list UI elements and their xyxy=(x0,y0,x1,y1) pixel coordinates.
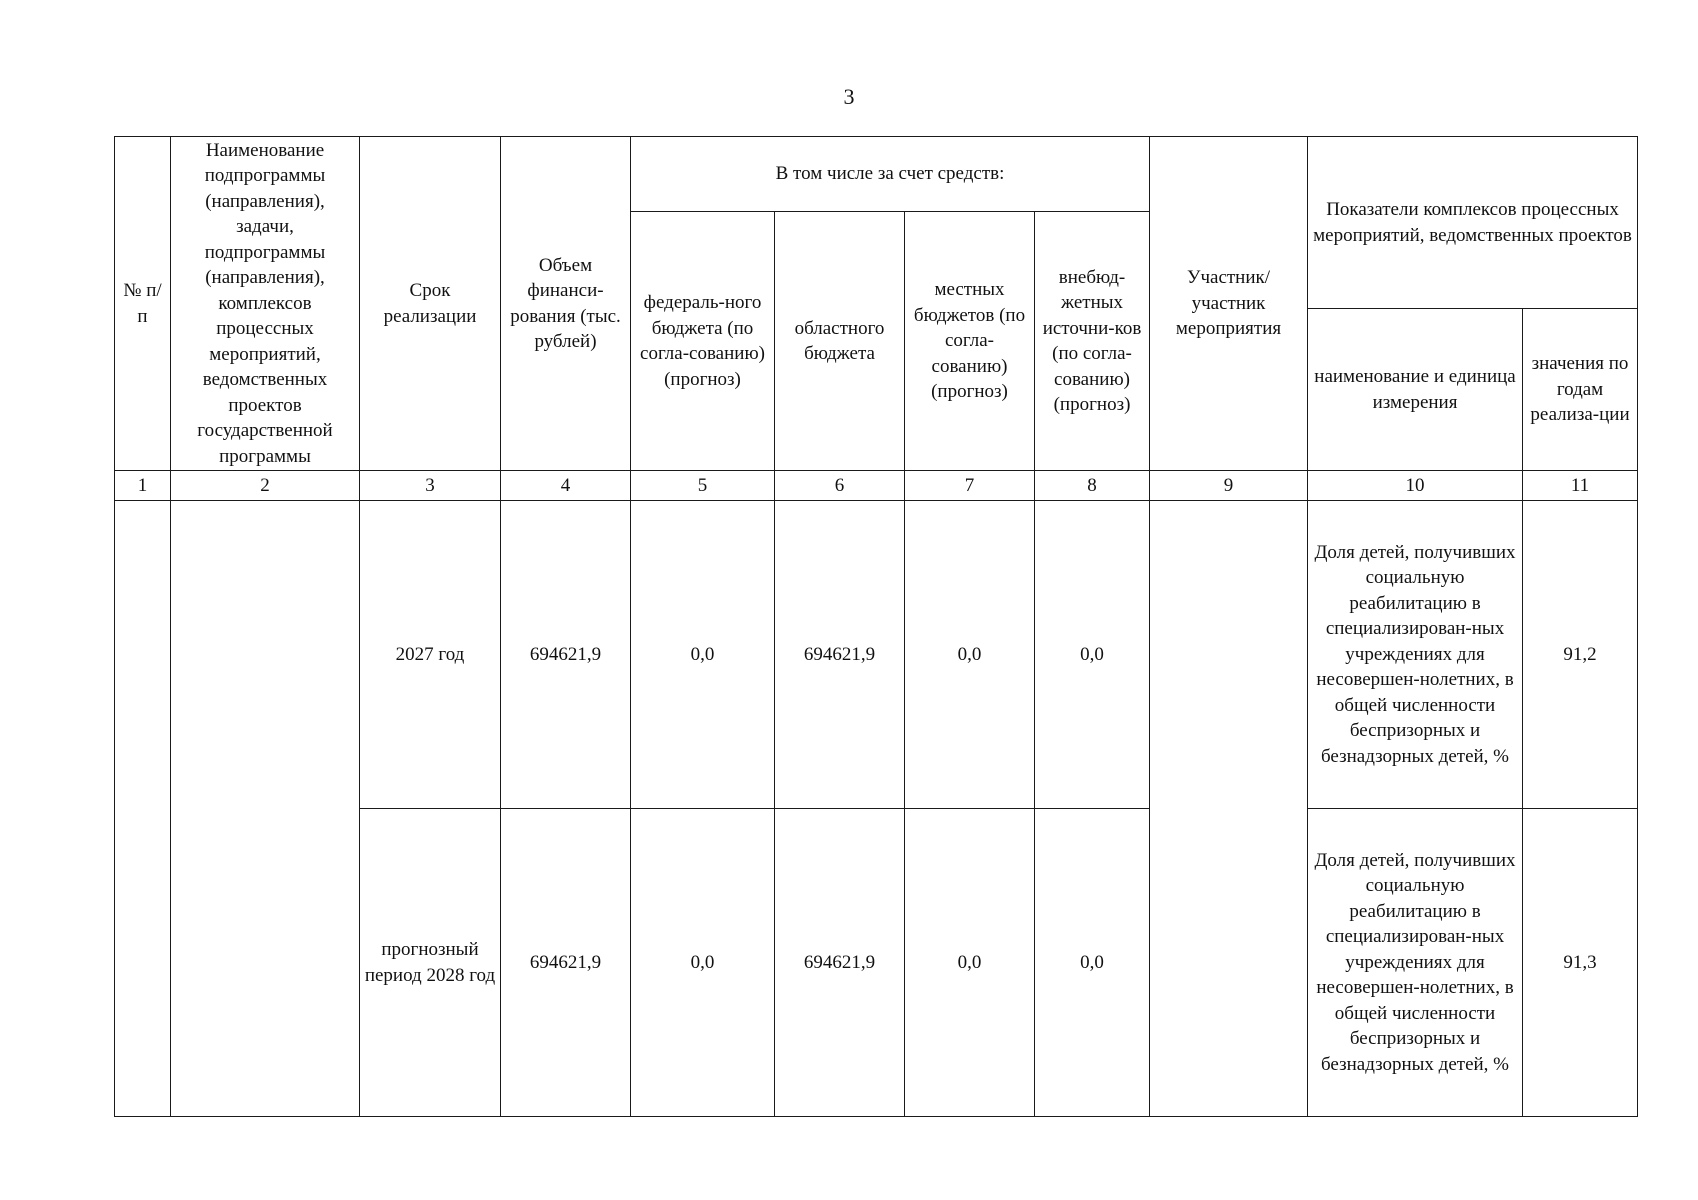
header-indicators-group: Показатели комплексов процессных мероприятий, ведомственных проектов xyxy=(1308,137,1638,309)
column-number: 9 xyxy=(1150,471,1308,501)
column-number: 3 xyxy=(360,471,501,501)
cell-regional: 694621,9 xyxy=(775,809,905,1117)
cell-indicator-value: 91,2 xyxy=(1523,501,1638,809)
cell-federal: 0,0 xyxy=(631,809,775,1117)
header-number: № п/п xyxy=(115,137,171,471)
cell-volume: 694621,9 xyxy=(501,809,631,1117)
page-number: 3 xyxy=(843,84,855,109)
cell-indicator-value: 91,3 xyxy=(1523,809,1638,1117)
header-period: Срок реализации xyxy=(360,137,501,471)
financing-table xyxy=(114,136,1638,1117)
cell-indicator-name: Доля детей, получивших социальную реабилитацию в специализирован-ных учреждениях для несовершен-нолетних, в общей численности беспризорных и безнадзорных детей, % xyxy=(1308,501,1523,809)
header-local: местных бюджетов (по согла-сованию) (прогноз) xyxy=(905,212,1035,471)
header-participant: Участник/ участник мероприятия xyxy=(1150,137,1308,471)
header-indicator-name: наименование и единица измерения xyxy=(1308,309,1523,471)
column-number: 1 xyxy=(115,471,171,501)
cell-volume: 694621,9 xyxy=(501,501,631,809)
column-number: 7 xyxy=(905,471,1035,501)
cell-period: прогнозный период 2028 год xyxy=(360,809,501,1117)
column-number: 6 xyxy=(775,471,905,501)
cell-regional: 694621,9 xyxy=(775,501,905,809)
column-number: 10 xyxy=(1308,471,1523,501)
column-number: 4 xyxy=(501,471,631,501)
header-indicator-values: значения по годам реализа-ции xyxy=(1523,309,1638,471)
column-number: 5 xyxy=(631,471,775,501)
header-regional: областного бюджета xyxy=(775,212,905,471)
cell-extrabudget: 0,0 xyxy=(1035,501,1150,809)
cell-federal: 0,0 xyxy=(631,501,775,809)
table-row xyxy=(115,501,1638,809)
cell-name-empty xyxy=(171,501,360,1117)
cell-local: 0,0 xyxy=(905,501,1035,809)
column-number: 11 xyxy=(1523,471,1638,501)
header-federal: федераль-ного бюджета (по согла-сованию) (прогноз) xyxy=(631,212,775,471)
cell-extrabudget: 0,0 xyxy=(1035,809,1150,1117)
column-numbers-row xyxy=(115,471,1638,501)
cell-period: 2027 год xyxy=(360,501,501,809)
cell-local: 0,0 xyxy=(905,809,1035,1117)
cell-indicator-name: Доля детей, получивших социальную реабилитацию в специализирован-ных учреждениях для несовершен-нолетних, в общей численности беспризорных и безнадзорных детей, % xyxy=(1308,809,1523,1117)
header-funding-group: В том числе за счет средств: xyxy=(631,137,1150,212)
header-row-1 xyxy=(115,137,1638,212)
cell-number-empty xyxy=(115,501,171,1117)
header-extrabudget: внебюд-жетных источни-ков (по согла-сованию) (прогноз) xyxy=(1035,212,1150,471)
header-volume: Объем финанси-рования (тыс. рублей) xyxy=(501,137,631,471)
header-name: Наименование подпрограммы (направления), задачи, подпрограммы (направления), комплексов процессных мероприятий, ведомственных проектов государственной программы xyxy=(171,137,360,471)
cell-participant-empty xyxy=(1150,501,1308,1117)
column-number: 8 xyxy=(1035,471,1150,501)
column-number: 2 xyxy=(171,471,360,501)
